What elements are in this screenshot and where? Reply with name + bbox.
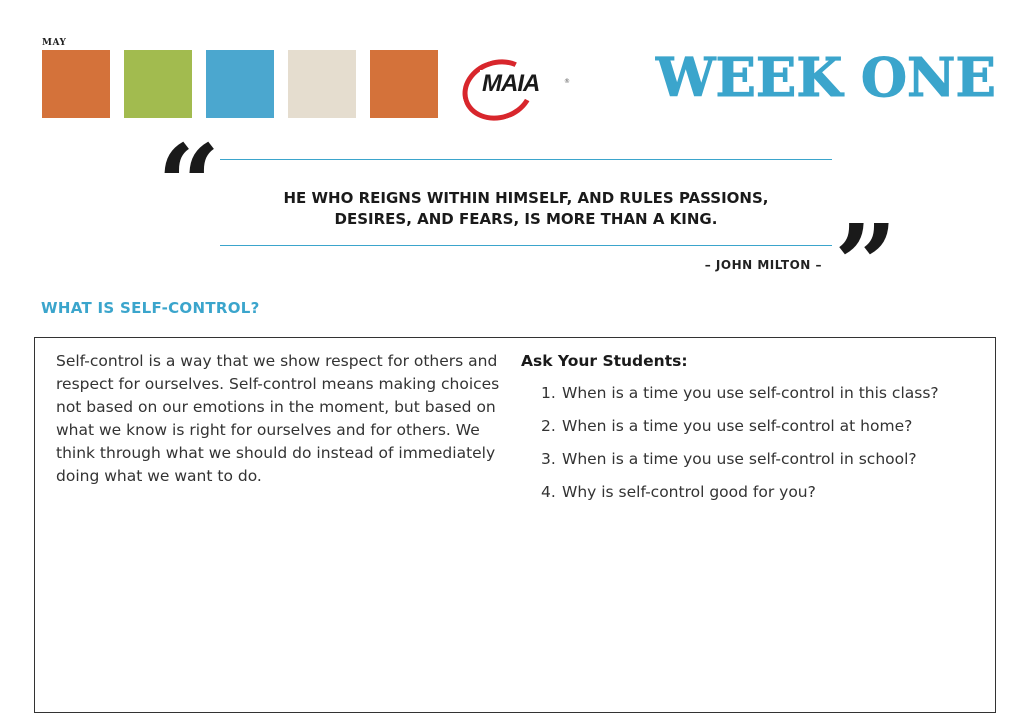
- quote-divider-bottom: [220, 245, 832, 246]
- color-swatch-orange-2: [370, 50, 438, 118]
- close-quote-icon: ”: [834, 200, 898, 329]
- page-title: WEEK ONE: [656, 47, 996, 109]
- question-number: 3.: [541, 450, 556, 468]
- question-text: When is a time you use self-control in this class?: [562, 384, 939, 402]
- color-swatch-blue: [206, 50, 274, 118]
- question-list: [521, 382, 991, 514]
- question-text: When is a time you use self-control in school?: [562, 450, 917, 468]
- content-box: [34, 337, 996, 713]
- color-swatch-orange: [42, 50, 110, 118]
- ask-students-heading: Ask Your Students:: [521, 352, 688, 370]
- quote-line-1: HE WHO REIGNS WITHIN HIMSELF, AND RULES PASSIONS,: [283, 189, 769, 207]
- question-number: 4.: [541, 483, 556, 501]
- open-quote-icon: “: [157, 120, 221, 249]
- question-item: [521, 382, 991, 405]
- maia-logo: [460, 56, 572, 112]
- color-swatch-beige: [288, 50, 356, 118]
- question-text: When is a time you use self-control at home?: [562, 417, 913, 435]
- quote-divider-top: [220, 159, 832, 160]
- question-number: 2.: [541, 417, 556, 435]
- question-item: [521, 415, 991, 438]
- question-item: [521, 481, 991, 504]
- question-text: Why is self-control good for you?: [562, 483, 816, 501]
- color-swatch-green: [124, 50, 192, 118]
- question-number: 1.: [541, 384, 556, 402]
- logo-text: MAIA: [482, 70, 540, 97]
- quote-line-2: DESIRES, AND FEARS, IS MORE THAN A KING.: [334, 210, 718, 228]
- quote-attribution: – JOHN MILTON –: [704, 258, 822, 272]
- quote-text: [220, 188, 832, 230]
- definition-text: Self-control is a way that we show respect for others and respect for ourselves. Self-control means making choices not based on our emotions in the moment, but based on what we know is right for ourselves and for others. We think through what we should do instead of immediately doing what we want to do.: [56, 352, 500, 485]
- question-item: [521, 448, 991, 471]
- month-label: MAY: [42, 38, 67, 48]
- section-heading: WHAT IS SELF-CONTROL?: [41, 299, 260, 317]
- logo-registered-mark: ®: [564, 78, 570, 85]
